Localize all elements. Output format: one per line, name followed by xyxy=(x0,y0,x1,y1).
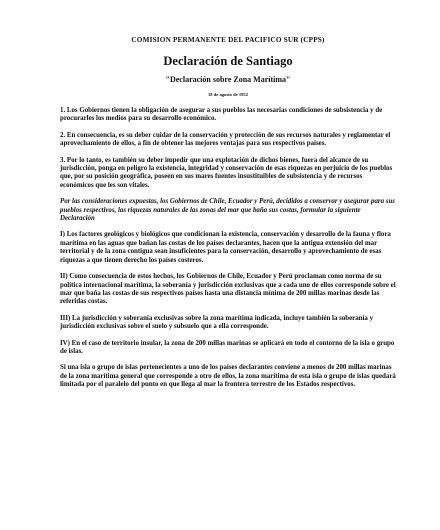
article-iv-continued: Si una isla o grupo de islas pertenecientes a uno de los países declarantes conviene a menos de 200 millas marinas de la zona marítima general que corresponde a otro de ellos, la zona marítima de esta isla o grupo de islas quedará limitada por el paralelo del punto en que llega al mar la frontera terrestre de los Estados respectivos. xyxy=(60,364,396,389)
document-date: 18 de agosto de 1952 xyxy=(207,92,249,97)
organization-heading: COMISION PERMANENTE DEL PACIFICO SUR (CPPS) xyxy=(131,36,325,44)
preamble-paragraph: Por las consideraciones expuestas, los Gobiernos de Chile, Ecuador y Perú, decididos a conservar y asegurar para sus pueblos respectivos, las riquezas naturales de las zonas del mar que baña sus costas, formular la siguiente Declaración xyxy=(60,198,395,223)
paragraph-1: 1. Los Gobiernos tienen la obligación de asegurar a sus pueblos las necesarias condiciones de subsistencia y de procurarles los medios para su desarrollo económico. xyxy=(60,107,383,123)
article-i: I) Los factores geológicos y biológicos que condicionan la existencia, conservación y desarrollo de la fauna y flora marítima en las aguas que bañan las costas de los países declarantes, hacen que la antigua extensión del mar territorial y de la zona contigua sean insuficientes para la conservación, desarrollo y aprovechamiento de esas riquezas a que tienen derecho los países costeros. xyxy=(60,231,391,264)
article-iii: III) La jurisdicción y soberanía exclusivas sobre la zona marítima indicada, incluye también la soberanía y jurisdicción exclusivas sobre el suelo y subsuelo que a ella corresponde. xyxy=(60,314,374,331)
paragraph-3: 3. Por lo tanto, es también su deber impedir que una explotación de dichos bienes, fuera del alcance de su jurisdicción, ponga en peligro la existencia, integridad y conservación de esas riquezas en perjuicio de los pueblos que, por su posición geográfica, poseen en sus mares fuentes insustituibles de subsistencia y de recursos económicos que les son vitales. xyxy=(60,156,393,189)
article-ii: II) Como consecuencia de estos hechos, los Gobiernos de Chile, Ecuador y Perú proclaman como norma de su política internacional marítima, la soberanía y jurisdicción exclusivas que a cada uno de ellos corresponde sobre el mar que baña las costas de sus respectivos países hasta una distancia mínima de 200 millas marinas desde las referidas costas. xyxy=(60,273,396,306)
article-iv: IV) En el caso de territorio insular, la zona de 200 millas marinas se aplicará en todo el contorno de la isla o grupo de islas. xyxy=(60,339,395,355)
document-title: Declaración de Santiago xyxy=(163,54,293,68)
document-subtitle: "Declaración sobre Zona Marítima" xyxy=(165,75,291,84)
paragraph-2: 2. En consecuencia, es su deber cuidar de la conservación y protección de sus recursos naturales y reglamentar el aprovechamiento de ellos, a fin de obtener las mejores ventajas para sus respectivos países. xyxy=(60,131,391,148)
